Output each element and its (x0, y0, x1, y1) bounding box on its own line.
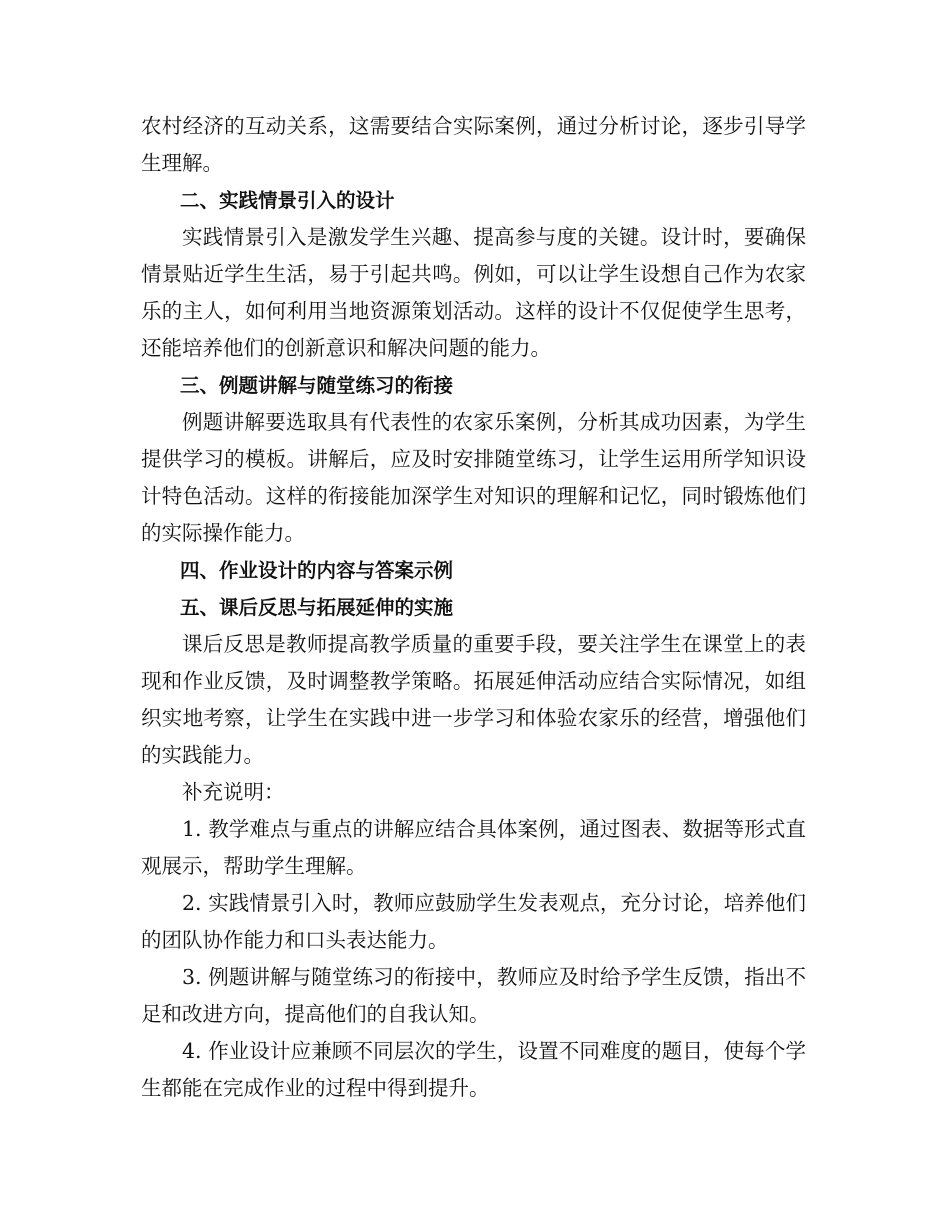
document-body (141, 108, 806, 1107)
paragraph-reflection: 课后反思是教师提高教学质量的重要手段，要关注学生在课堂上的表现和作业反馈，及时调整教学策略。拓展延伸活动应结合实际情况，如组织实地考察，让学生在实践中进一步学习和体验农家乐的经营，增强他们的实践能力。 (141, 632, 806, 767)
paragraph-practice-scenario: 实践情景引入是激发学生兴趣、提高参与度的关键。设计时，要确保情景贴近学生生活，易于引起共鸣。例如，可以让学生设想自己作为农家乐的主人，如何利用当地资源策划活动。这样的设计不仅促使学生思考，还能培养他们的创新意识和解决问题的能力。 (141, 225, 806, 360)
supplement-item-1: 1. 教学难点与重点的讲解应结合具体案例，通过图表、数据等形式直观展示，帮助学生理解。 (141, 817, 806, 878)
supplement-item-2: 2. 实践情景引入时，教师应鼓励学生发表观点，充分讨论，培养他们的团队协作能力和口头表达能力。 (141, 891, 806, 952)
section-heading-5: 五、课后反思与拓展延伸的实施 (180, 596, 454, 619)
supplement-item-3: 3. 例题讲解与随堂练习的衔接中，教师应及时给予学生反馈，指出不足和改进方向，提高他们的自我认知。 (141, 965, 806, 1026)
paragraph-continued: 农村经济的互动关系，这需要结合实际案例，通过分析讨论，逐步引导学生理解。 (141, 114, 806, 175)
section-heading-2: 二、实践情景引入的设计 (180, 189, 395, 212)
section-heading-4: 四、作业设计的内容与答案示例 (180, 559, 454, 582)
paragraph-example-practice: 例题讲解要选取具有代表性的农家乐案例，分析其成功因素，为学生提供学习的模板。讲解后，应及时安排随堂练习，让学生运用所学知识设计特色活动。这样的衔接能加深学生对知识的理解和记忆，同时锻炼他们的实际操作能力。 (141, 410, 806, 545)
section-heading-3: 三、例题讲解与随堂练习的衔接 (180, 374, 454, 397)
supplement-item-4: 4. 作业设计应兼顾不同层次的学生，设置不同难度的题目，使每个学生都能在完成作业的过程中得到提升。 (141, 1039, 806, 1100)
supplement-label: 补充说明： (182, 780, 285, 804)
